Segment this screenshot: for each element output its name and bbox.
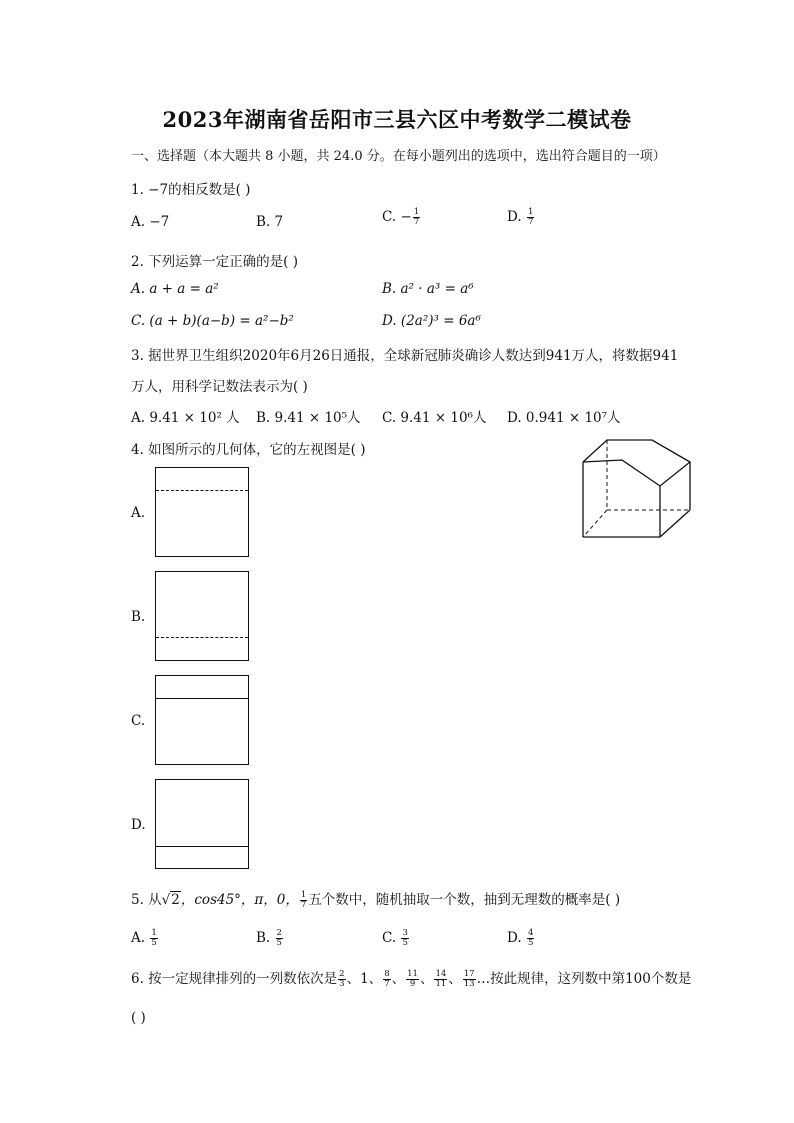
q4-option-c-figure[interactable] bbox=[155, 675, 249, 765]
q1-option-d-fraction: $\frac{1}{7}$ bbox=[527, 207, 534, 227]
q5-option-a-fraction: $\frac{1}{5}$ bbox=[151, 928, 157, 948]
q1-option-c-sign: − bbox=[400, 209, 412, 225]
q5-option-c-fraction: $\frac{3}{5}$ bbox=[402, 928, 408, 948]
q5-option-b-label: B. bbox=[256, 930, 275, 946]
q1-option-d[interactable] bbox=[507, 208, 535, 227]
q6-fraction-2: $\frac{8}{7}$ bbox=[384, 969, 390, 989]
q5-stem-prefix: 5. 从 bbox=[131, 892, 162, 908]
q6-fraction-4: $\frac{14}{11}$ bbox=[435, 969, 447, 989]
question-5-stem bbox=[131, 888, 620, 910]
q4-option-d-label[interactable]: D. bbox=[131, 817, 146, 833]
q2-option-c[interactable]: C. (a + b)(a−b) = a²−b² bbox=[131, 313, 294, 329]
hidden-edge-line bbox=[156, 637, 248, 638]
q2-option-a[interactable]: A. a + a = a² bbox=[131, 281, 219, 297]
question-2-stem: 2. 下列运算一定正确的是( ) bbox=[131, 254, 298, 270]
q1-option-a[interactable]: A. −7 bbox=[131, 214, 170, 230]
sqrt-symbol: √ bbox=[161, 892, 171, 908]
question-3-stem-line2: 万人，用科学记数法表示为( ) bbox=[131, 379, 308, 395]
q6-separator-3: 、 bbox=[419, 971, 434, 987]
q4-option-b-label[interactable]: B. bbox=[131, 609, 146, 625]
q5-option-c[interactable] bbox=[382, 929, 410, 948]
q1-option-d-label: D. bbox=[507, 209, 526, 225]
q5-option-d[interactable] bbox=[507, 929, 535, 948]
q5-option-b[interactable] bbox=[256, 929, 284, 948]
q6-stem-suffix: …按此规律，这列数中第100个数是 bbox=[476, 971, 692, 987]
question-3-stem-line1: 3. 据世界卫生组织2020年6月26日通报，全球新冠肺炎确诊人数达到941万人，将数据941 bbox=[131, 348, 679, 364]
q6-separator-4: 、 bbox=[448, 971, 462, 987]
q3-option-d[interactable]: D. 0.941 × 10⁷人 bbox=[507, 410, 621, 426]
q3-option-a[interactable]: A. 9.41 × 10² 人 bbox=[131, 410, 240, 426]
sqrt-value: 2 bbox=[171, 892, 180, 908]
q6-fraction-3: $\frac{11}{9}$ bbox=[407, 969, 418, 989]
question-6-stem-line2: ( ) bbox=[131, 1010, 146, 1026]
hidden-edge-line bbox=[156, 490, 248, 491]
visible-edge-line bbox=[156, 846, 248, 847]
q4-option-a-label[interactable]: A. bbox=[131, 505, 146, 521]
q4-option-c-label[interactable]: C. bbox=[131, 713, 146, 729]
q6-fraction-1: $\frac{2}{3}$ bbox=[339, 969, 345, 989]
q5-option-c-label: C. bbox=[382, 930, 401, 946]
q4-option-b-figure[interactable] bbox=[155, 571, 249, 661]
question-1-stem: 1. −7的相反数是( ) bbox=[131, 182, 251, 198]
q3-option-b[interactable]: B. 9.41 × 10⁵人 bbox=[256, 410, 361, 426]
question-6-stem-line1 bbox=[131, 967, 691, 989]
q1-option-c-fraction: $\frac{1}{7}$ bbox=[413, 207, 420, 227]
visible-edge-line bbox=[156, 698, 248, 699]
q1-option-c[interactable] bbox=[382, 208, 421, 227]
q6-separator-2: 、 bbox=[391, 971, 406, 987]
q1-option-b[interactable]: B. 7 bbox=[256, 214, 284, 230]
q5-option-d-label: D. bbox=[507, 930, 526, 946]
q5-option-d-fraction: $\frac{4}{5}$ bbox=[527, 928, 534, 948]
q5-stem-middle: ，cos45°，π，0， bbox=[180, 892, 299, 908]
q5-option-a[interactable] bbox=[131, 929, 159, 948]
q5-fraction: $\frac{1}{7}$ bbox=[300, 890, 307, 910]
q1-option-c-label: C. bbox=[382, 209, 401, 225]
q5-stem-suffix: 五个数中，随机抽取一个数，抽到无理数的概率是( ) bbox=[308, 892, 621, 908]
q5-option-b-fraction: $\frac{2}{5}$ bbox=[276, 928, 282, 948]
solid-figure-diagram bbox=[578, 434, 694, 540]
q5-option-a-label: A. bbox=[131, 930, 150, 946]
q6-stem-prefix: 6. 按一定规律排列的一列数依次是 bbox=[131, 971, 338, 987]
section-heading: 一、选择题（本大题共 8 小题，共 24.0 分。在每小题列出的选项中，选出符合题目的一项） bbox=[131, 149, 666, 164]
q2-option-b[interactable]: B. a² · a³ = a⁶ bbox=[382, 281, 474, 297]
page-title: 2023年湖南省岳阳市三县六区中考数学二模试卷 bbox=[162, 107, 632, 132]
question-4-stem: 4. 如图所示的几何体，它的左视图是( ) bbox=[131, 442, 366, 458]
q2-option-d[interactable]: D. (2a²)³ = 6a⁶ bbox=[382, 313, 481, 329]
q3-option-c[interactable]: C. 9.41 × 10⁶人 bbox=[382, 410, 487, 426]
q4-option-d-figure[interactable] bbox=[155, 779, 249, 869]
q6-separator-1: 、1、 bbox=[346, 971, 383, 987]
q4-option-a-figure[interactable] bbox=[155, 467, 249, 557]
q6-fraction-5: $\frac{17}{13}$ bbox=[463, 969, 475, 989]
